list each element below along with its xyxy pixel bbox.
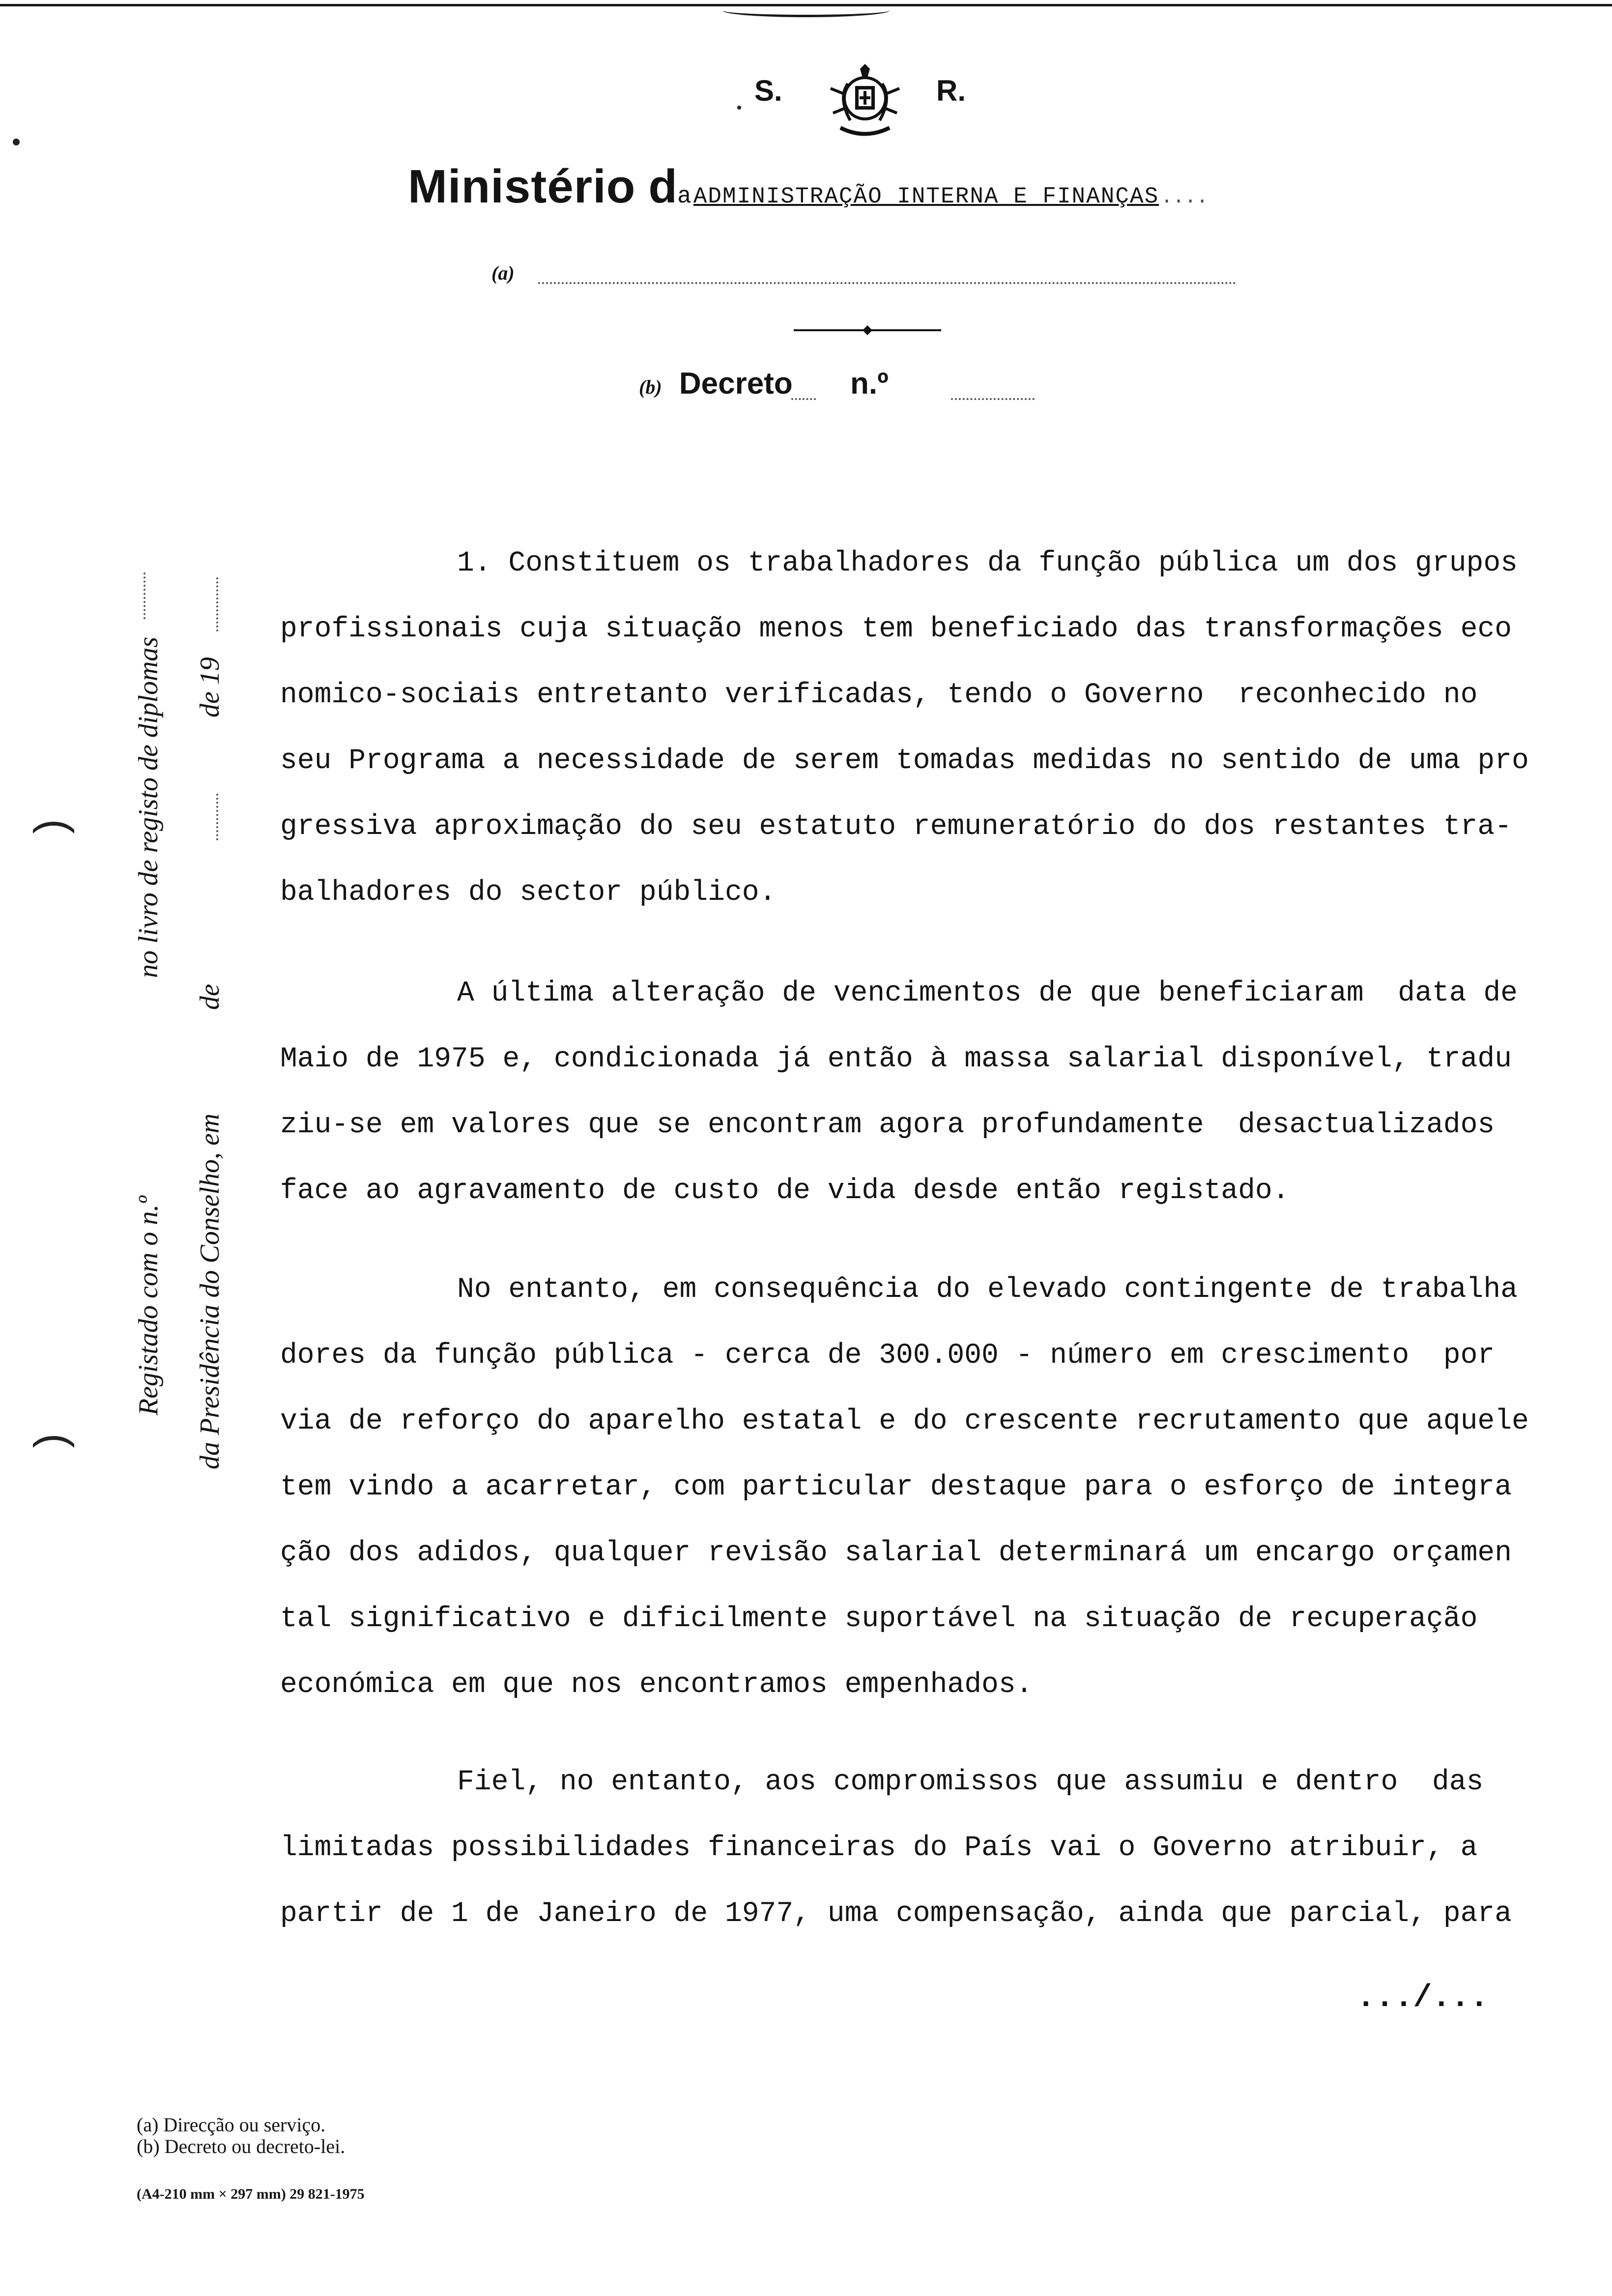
ministry-word: Ministério	[408, 160, 636, 213]
decree-number-label: n.º	[850, 367, 889, 401]
ministry-connector-a: a	[677, 183, 691, 210]
ministry-connector-d: d	[648, 160, 678, 213]
text-line: Fiel, no entanto, aos compromissos que assumiu e dentro das	[457, 1766, 1484, 1798]
text-line: gressiva aproximação do seu estatuto remuneratório do dos restantes tra-	[280, 811, 1512, 843]
margin-fill-line-3	[216, 577, 220, 631]
mark-a-label: (a)	[491, 262, 515, 284]
text-line: 1. Constituem os trabalhadores da função pública um dos grupos	[457, 547, 1518, 579]
margin-fill-line-1	[144, 573, 147, 619]
footnote-b: (b) Decreto ou decreto-lei.	[137, 2135, 345, 2157]
direction-fill-line	[538, 280, 1236, 284]
decree-label: Decreto	[679, 367, 793, 401]
footnote-a: (a) Direcção ou serviço.	[137, 2114, 326, 2136]
text-line: face ao agravamento de custo de vida desde então registado.	[280, 1175, 1290, 1207]
top-border-notch	[722, 4, 890, 17]
margin-year-text: de 19	[195, 657, 225, 718]
binding-bracket-bottom: (	[32, 1433, 82, 1448]
ornament-divider	[794, 324, 941, 336]
paragraph-4	[280, 1750, 1568, 1947]
margin-dot	[13, 139, 20, 145]
header-left-letter: S.	[754, 74, 782, 107]
decree-number-fill-line	[951, 396, 1035, 400]
paragraph-2	[280, 961, 1568, 1224]
header-dot	[737, 106, 741, 110]
margin-date-de-text: de	[195, 984, 225, 1010]
text-line: tem vindo a acarretar, com particular destaque para o esforço de integra	[280, 1471, 1512, 1503]
margin-registry-book-text: no livro de registo de diplomas	[133, 636, 164, 978]
text-line: ção dos adidos, qualquer revisão salarial determinará um encargo orçamen	[280, 1537, 1512, 1569]
text-line: seu Programa a necessidade de serem tomadas medidas no sentido de uma pro	[280, 745, 1529, 777]
margin-registered-text: Registado com o n.º	[133, 1196, 164, 1415]
republic-coat-of-arms-icon	[823, 64, 907, 138]
paragraph-3	[280, 1257, 1568, 1718]
text-line: partir de 1 de Janeiro de 1977, uma compensação, ainda que parcial, para	[280, 1898, 1512, 1930]
decree-prefix-dots	[791, 396, 816, 400]
text-line: limitadas possibilidades financeiras do País vai o Governo atribuir, a	[280, 1832, 1478, 1864]
header-right-letter: R.	[936, 74, 966, 107]
text-line: ziu-se em valores que se encontram agora profundamente desactualizados	[280, 1109, 1495, 1141]
text-line: A última alteração de vencimentos de que beneficiaram data de	[457, 977, 1518, 1009]
text-line: nomico-sociais entretanto verificadas, tendo o Governo reconhecido no	[280, 679, 1478, 711]
text-line: dores da função pública - cerca de 300.000 - número em crescimento por	[280, 1340, 1495, 1372]
margin-fill-line-2	[216, 794, 220, 840]
decree-heading	[639, 366, 889, 401]
margin-presidency-text: da Presidência do Conselho, em	[195, 1113, 225, 1469]
paragraph-1	[280, 531, 1568, 926]
continuation-mark: .../...	[1356, 1980, 1489, 2016]
mark-b-label: (b)	[639, 376, 662, 398]
text-line: profissionais cuja situação menos tem beneficiado das transformações eco	[280, 613, 1512, 645]
ministry-trailing-dots: ....	[1161, 187, 1209, 209]
form-reference: (A4-210 mm × 297 mm) 29 821-1975	[137, 2186, 365, 2202]
text-line: Maio de 1975 e, condicionada já então à massa salarial disponível, tradu	[280, 1043, 1512, 1075]
text-line: tal significativo e dificilmente suportável na situação de recuperação	[280, 1603, 1478, 1635]
text-line: No entanto, em consequência do elevado contingente de trabalha	[457, 1274, 1518, 1306]
text-line: via de reforço do aparelho estatal e do crescente recrutamento que aquele	[280, 1406, 1529, 1437]
text-line: económica em que nos encontramos empenhados.	[280, 1669, 1033, 1701]
text-line: balhadores do sector público.	[280, 877, 777, 909]
ministry-name: ADMINISTRAÇÃO INTERNA E FINANÇAS	[693, 184, 1159, 209]
ministry-title	[408, 160, 1208, 214]
binding-bracket-top: (	[32, 819, 82, 834]
